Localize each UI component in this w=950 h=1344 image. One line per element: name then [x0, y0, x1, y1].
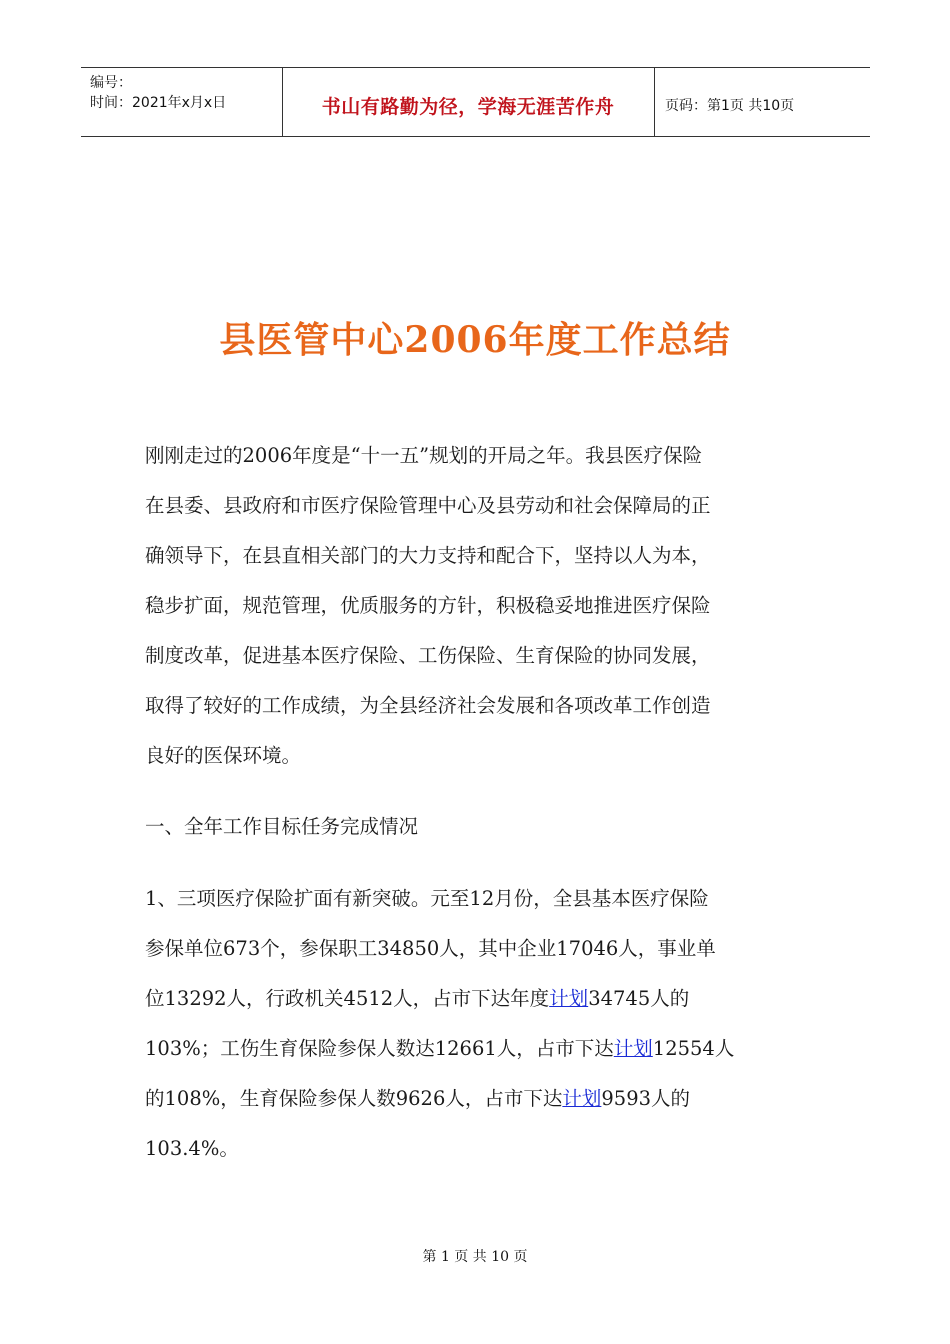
intro-paragraph	[145, 431, 810, 781]
plan-link[interactable]: 计划	[549, 987, 589, 1010]
intro-line: 确领导下，在县直相关部门的大力支持和配合下，坚持以人为本，	[145, 544, 711, 567]
intro-line: 良好的医保环境。	[145, 744, 302, 767]
intro-line: 在县委、县政府和市医疗保险管理中心及县劳动和社会保障局的正	[145, 494, 711, 517]
item-line: 103.4%。	[145, 1137, 239, 1160]
header-page-cell	[655, 68, 870, 136]
page-footer: 第 1 页 共 10 页	[422, 1249, 528, 1265]
item-text: 9593人的	[601, 1087, 691, 1110]
item-line	[145, 1074, 810, 1124]
page-info: 页码：第1页 共10页	[665, 98, 795, 114]
item-line: 参保单位673个，参保职工34850人，其中企业17046人，事业单	[145, 937, 716, 960]
plan-link[interactable]: 计划	[613, 1037, 653, 1060]
number-label: 编号：	[90, 75, 132, 91]
item-line	[145, 974, 810, 1024]
time-label: 时间：2021年x月x日	[90, 95, 227, 111]
item-text: 103%；工伤生育保险参保人数达12661人，占市下达	[145, 1037, 614, 1060]
intro-line: 取得了较好的工作成绩，为全县经济社会发展和各项改革工作创造	[145, 694, 711, 717]
section-heading	[145, 802, 810, 852]
item-line: 1、三项医疗保险扩面有新突破。元至12月份，全县基本医疗保险	[145, 887, 709, 910]
intro-line: 制度改革，促进基本医疗保险、工伤保险、生育保险的协同发展，	[145, 644, 711, 667]
motto: 书山有路勤为径，学海无涯苦作舟	[321, 96, 615, 118]
item-text: 的108%，生育保险参保人数9626人，占市下达	[145, 1087, 563, 1110]
intro-line: 刚刚走过的2006年度是“十一五”规划的开局之年。我县医疗保险	[145, 444, 703, 467]
header-motto-cell	[282, 68, 655, 136]
intro-line: 稳步扩面，规范管理，优质服务的方针，积极稳妥地推进医疗保险	[145, 594, 711, 617]
plan-link[interactable]: 计划	[562, 1087, 602, 1110]
item-1-paragraph	[145, 874, 810, 1174]
section-heading-text: 一、全年工作目标任务完成情况	[145, 815, 419, 838]
header-info-cell	[81, 68, 283, 136]
item-text: 12554人	[652, 1037, 735, 1060]
document-header	[81, 67, 870, 137]
item-line	[145, 1024, 810, 1074]
document-title: 县医管中心2006年度工作总结	[219, 319, 731, 361]
item-text: 位13292人，行政机关4512人，占市下达年度	[145, 987, 550, 1010]
item-text: 34745人的	[588, 987, 690, 1010]
